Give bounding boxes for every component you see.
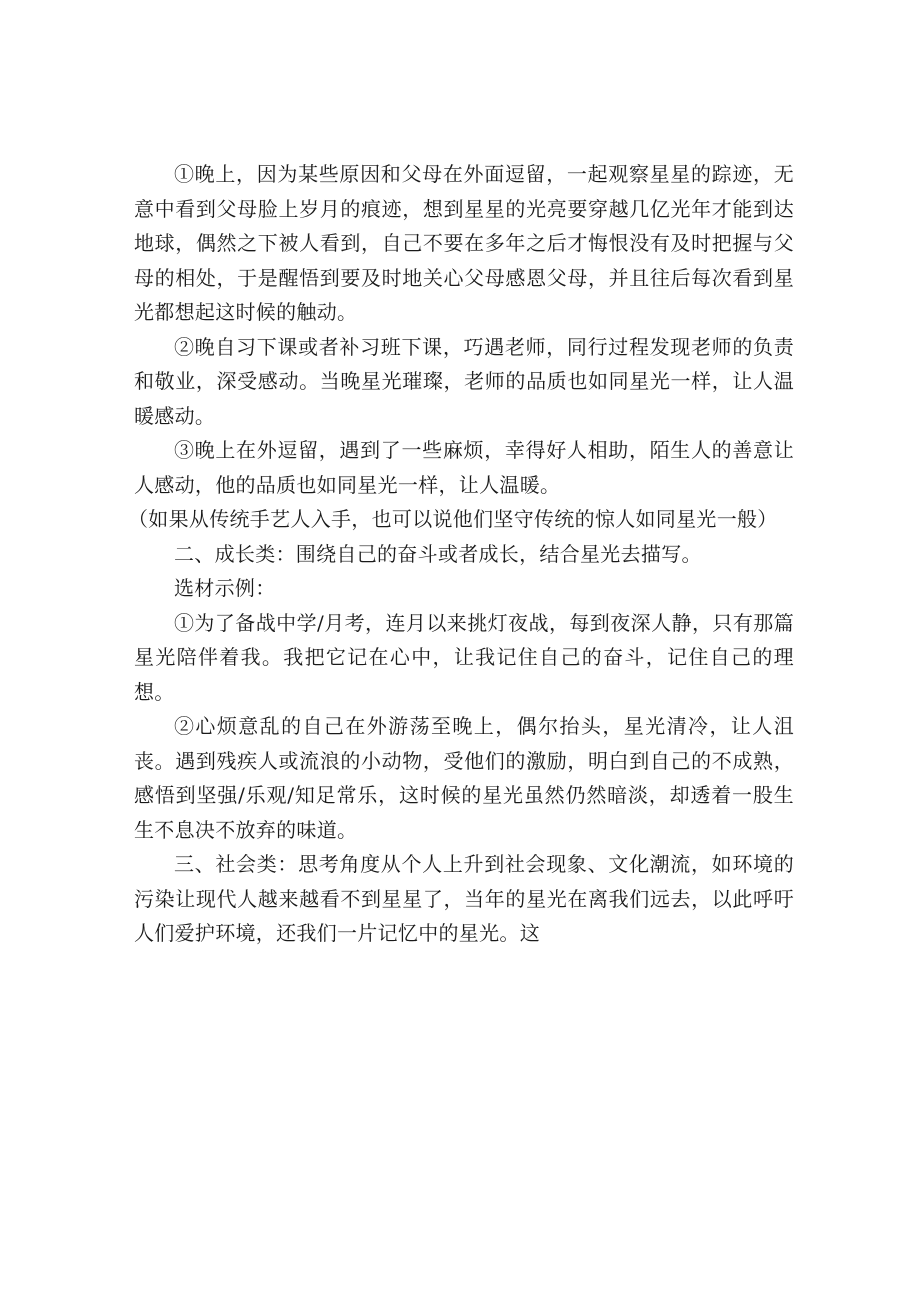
- material-examples-label: 选材示例：: [174, 576, 276, 600]
- document-body: [128, 157, 794, 951]
- paragraph-exam-example: ①为了备战中学/月考，连月以来挑灯夜战，每到夜深人静，只有那篇星光陪伴着我。我把它记在心中，让我记住自己的奋斗，记住自己的理想。: [134, 610, 794, 704]
- paragraph-teacher-example: ②晚自习下课或者补习班下课，巧遇老师，同行过程发现老师的负责和敬业，深受感动。当晚星光璀璨，老师的品质也如同星光一样，让人温暖感动。: [134, 334, 794, 428]
- paragraph-craftsman-note: （如果从传统手艺人入手，也可以说他们坚守传统的惊人如同星光一般）: [128, 507, 778, 531]
- section-heading-growth: 二、成长类：围绕自己的奋斗或者成长，结合星光去描写。: [174, 541, 702, 566]
- paragraph-wandering-example: ②心烦意乱的自己在外游荡至晚上，偶尔抬头，星光清冷，让人沮丧。遇到残疾人或流浪的小动物，受他们的激励，明白到自己的不成熟，感悟到坚强/乐观/知足常乐，这时候的星光虽然仍然暗淡，却透着一股生生不息决不放弃的味道。: [134, 714, 794, 842]
- paragraph-stranger-example: ③晚上在外逗留，遇到了一些麻烦，幸得好人相助，陌生人的善意让人感动，他的品质也如同星光一样，让人温暖。: [134, 438, 794, 497]
- section-heading-society: 三、社会类：思考角度从个人上升到社会现象、文化潮流，如环境的污染让现代人越来越看不到星星了，当年的星光在离我们远去，以此呼吁人们爱护环境，还我们一片记忆中的星光。这: [134, 852, 794, 945]
- paragraph-parents-example: ①晚上，因为某些原因和父母在外面逗留，一起观察星星的踪迹，无意中看到父母脸上岁月的痕迹，想到星星的光亮要穿越几亿光年才能到达地球，偶然之下被人看到，自己不要在多年之后才悔恨没有及时把握与父母的相处，于是醒悟到要及时地关心父母感恩父母，并且往后每次看到星光都想起这时候的触动。: [134, 162, 794, 324]
